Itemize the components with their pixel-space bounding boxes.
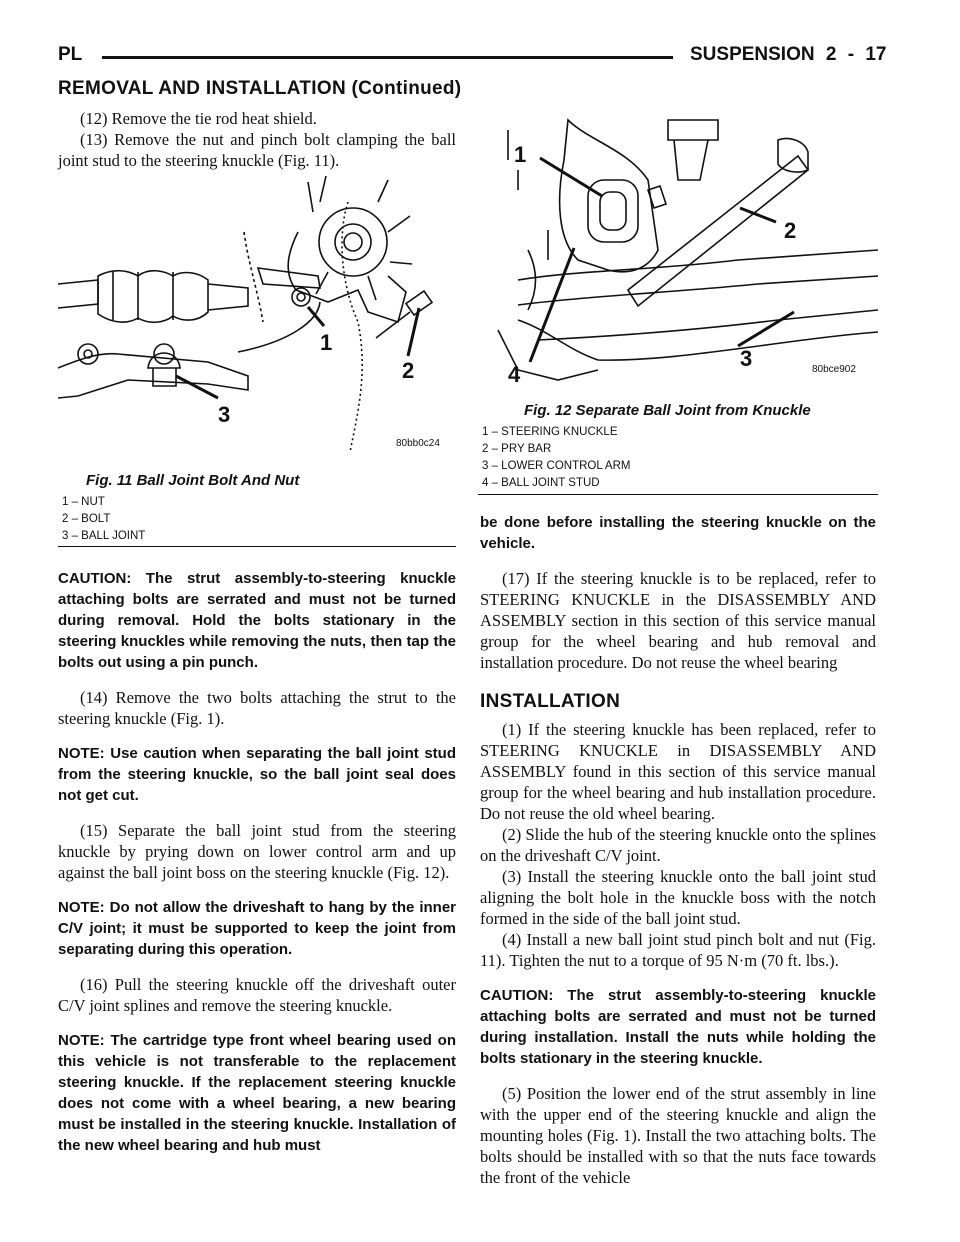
figure-12-illustration xyxy=(478,100,878,400)
figure-11-illustration xyxy=(58,172,456,472)
fig11-legend xyxy=(62,494,145,545)
header-rule xyxy=(102,56,673,59)
header-section-code: PL xyxy=(58,44,83,65)
fig12-callout-4: 4 xyxy=(508,362,521,387)
install-step-5: (5) Position the lower end of the strut assembly in line with the upper end of the steering knuckle and align the mounting holes (Fig. 1). Install the two attaching bolts. The bolts should be installed with so that the nuts face towards the front of the vehicle xyxy=(480,1084,876,1187)
left-column-top xyxy=(58,108,456,171)
fig11-callout-3: 3 xyxy=(218,402,231,427)
installation-heading: INSTALLATION xyxy=(480,691,621,712)
note-wheel-bearing: NOTE: The cartridge type front wheel bearing used on this vehicle is not transferable to the replacement steering knuckle. If the replacement steering knuckle does not come with a wheel bearing, a new bearing must be installed in the steering knuckle. Installation of the new wheel bearing and hub must xyxy=(58,1032,456,1154)
fig11-title: Fig. 11 Ball Joint Bolt And Nut xyxy=(86,472,300,489)
install-step-3: (3) Install the steering knuckle onto the ball joint stud aligning the bolt hole in the knuckle boss with the notch formed in the side of the ball joint stud. xyxy=(480,867,876,928)
caution-removal: CAUTION: The strut assembly-to-steering knuckle attaching bolts are serrated and must not be turned during removal. Hold the bolts stationary in the steering knuckles while removing the nuts, then tap the bolts out using a pin punch. xyxy=(58,570,456,671)
fig12-legend-item: 1 – STEERING KNUCKLE xyxy=(482,426,618,438)
note-ball-joint-seal: NOTE: Use caution when separating the ball joint stud from the steering knuckle, so the ball joint seal does not get cut. xyxy=(58,745,456,804)
fig11-legend-item: 1 – NUT xyxy=(62,496,105,508)
note-driveshaft: NOTE: Do not allow the driveshaft to hang by the inner C/V joint; it must be supported to keep the joint from separating during this operation. xyxy=(58,899,456,958)
step-12: (12) Remove the tie rod heat shield. xyxy=(80,109,317,128)
install-step-4: (4) Install a new ball joint stud pinch bolt and nut (Fig. 11). Tighten the nut to a torque of 95 N·m (70 ft. lbs.). xyxy=(480,930,876,970)
install-step-1: (1) If the steering knuckle has been replaced, refer to STEERING KNUCKLE in DISASSEMBLY AND ASSEMBLY found in this section of this service manual group for the wheel bearing and hub installation procedure. Do not reuse the old wheel bearing. xyxy=(480,720,876,823)
note-wheel-bearing-cont: be done before installing the steering knuckle on the vehicle. xyxy=(480,514,876,552)
step-16: (16) Pull the steering knuckle off the driveshaft outer C/V joint splines and remove the steering knuckle. xyxy=(58,975,456,1015)
install-step-2: (2) Slide the hub of the steering knuckle onto the splines on the driveshaft C/V joint. xyxy=(480,825,876,865)
fig12-code: 80bce902 xyxy=(812,364,856,375)
left-column-body xyxy=(58,568,456,1156)
fig11-code: 80bb0c24 xyxy=(396,438,440,449)
figure-12 xyxy=(478,100,878,496)
header-page-label: SUSPENSION 2 - 17 xyxy=(690,44,887,65)
fig12-callout-1: 1 xyxy=(514,142,527,167)
right-column-body xyxy=(480,512,876,1188)
step-13: (13) Remove the nut and pinch bolt clamping the ball joint stud to the steering knuckle (Fig. 11). xyxy=(58,130,456,170)
fig12-title: Fig. 12 Separate Ball Joint from Knuckle xyxy=(524,402,811,419)
continued-heading: REMOVAL AND INSTALLATION (Continued) xyxy=(58,78,462,99)
fig11-legend-item: 3 – BALL JOINT xyxy=(62,530,146,542)
step-14: (14) Remove the two bolts attaching the strut to the steering knuckle (Fig. 1). xyxy=(58,688,456,728)
fig11-rule xyxy=(58,546,456,547)
caution-installation: CAUTION: The strut assembly-to-steering knuckle attaching bolts are serrated and must not be turned during installation. Install the nuts while holding the bolts stationary in the steering knuckle. xyxy=(480,987,876,1067)
fig11-callout-1: 1 xyxy=(320,330,333,355)
step-17: (17) If the steering knuckle is to be replaced, refer to STEERING KNUCKLE in the DISASSEMBLY AND ASSEMBLY section in this section of this service manual group for the wheel bearing and hub removal and installation procedure. Do not reuse the wheel bearing xyxy=(480,569,876,672)
fig11-legend-item: 2 – BOLT xyxy=(62,513,111,525)
fig12-legend-item: 3 – LOWER CONTROL ARM xyxy=(482,460,631,472)
step-15: (15) Separate the ball joint stud from the steering knuckle by prying down on lower control arm and up against the ball joint boss on the steering knuckle (Fig. 12). xyxy=(58,821,456,882)
fig11-callout-2: 2 xyxy=(402,358,415,383)
fig12-legend-item: 2 – PRY BAR xyxy=(482,443,552,455)
fig12-legend xyxy=(482,424,630,492)
figure-11 xyxy=(58,172,456,544)
fig12-callout-2: 2 xyxy=(784,218,797,243)
fig12-legend-item: 4 – BALL JOINT STUD xyxy=(482,477,600,489)
fig12-callout-3: 3 xyxy=(740,346,753,371)
fig12-rule xyxy=(478,494,878,495)
